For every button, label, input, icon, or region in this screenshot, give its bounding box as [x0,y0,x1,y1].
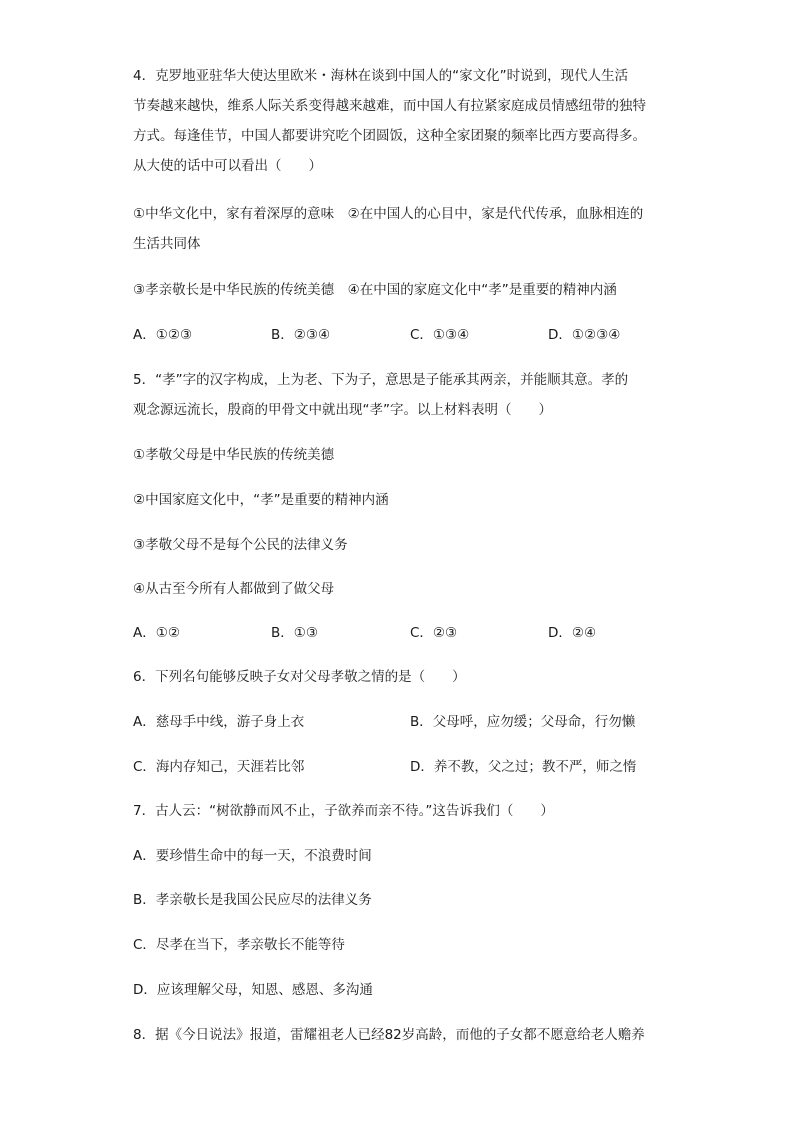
question-6-options-row-1 [133,707,673,737]
q6-stem: 6．下列名句能够反映子女对父母孝敬之情的是（ ） [133,669,466,685]
question-8-stem [133,1020,663,1050]
q4-statement-line-2: 生活共同体 [133,236,201,252]
q4-line-1: 4．克罗地亚驻华大使达里欧米・海林在谈到中国人的“家文化”时说到，现代人生活 [133,68,629,84]
q7-option-d[interactable]: D．应该理解父母，知恩、感恩、多沟通 [133,982,373,998]
q5-line-2: 观念源远流长，殷商的甲骨文中就出现“孝”字。以上材料表明（ ） [133,402,552,418]
question-5-statement-1 [133,440,663,470]
q5-statement-1: ①孝敬父母是中华民族的传统美德 [133,447,335,463]
question-4-statements-2 [133,275,663,305]
q6-option-b[interactable]: B．父母呼，应勿缓；父母命，行勿懒 [410,714,636,730]
q5-option-d[interactable]: D．②④ [548,625,597,641]
q6-option-d[interactable]: D．养不教，父之过；教不严，师之惰 [410,759,637,775]
q5-option-c[interactable]: C．②③ [410,625,458,641]
q5-line-1: 5．“孝”字的汉字构成，上为老、下为子，意思是子能承其两亲，并能顺其意。孝的 [133,372,629,388]
question-6-options-row-2 [133,752,673,782]
question-4-stem [133,61,663,181]
q4-option-b[interactable]: B．②③④ [271,327,331,343]
question-5-options [133,618,673,648]
question-5-statement-3 [133,530,663,560]
q4-option-d[interactable]: D．①②③④ [548,327,621,343]
question-6-stem [133,662,663,692]
q4-statement-line-1: ①中华文化中，家有着深厚的意味 ②在中国人的心目中，家是代代传承，血脉相连的 [133,206,644,222]
q8-stem-line-1: 8．据《今日说法》报道，雷耀祖老人已经82岁高龄，而他的子女都不愿意给老人赡养 [133,1027,645,1043]
q7-option-a[interactable]: A．要珍惜生命中的每一天，不浪费时间 [133,848,372,864]
q4-statement-line-3: ③孝亲敬长是中华民族的传统美德 ④在中国的家庭文化中“孝”是重要的精神内涵 [133,282,617,298]
q4-line-3: 方式。每逢佳节，中国人都要讲究吃个团圆饭，这种全家团聚的频率比西方要高得多。 [133,128,646,144]
q4-option-c[interactable]: C．①③④ [410,327,470,343]
question-5-statement-4 [133,574,663,604]
q6-option-c[interactable]: C．海内存知己，天涯若比邻 [133,759,305,775]
q4-option-a[interactable]: A．①②③ [133,327,193,343]
q5-option-a[interactable]: A．①② [133,625,180,641]
question-7-option-c-row [133,930,663,960]
question-5-stem [133,365,663,425]
q5-statement-2: ②中国家庭文化中，“孝”是重要的精神内涵 [133,492,389,508]
q4-line-2: 节奏越来越快，维系人际关系变得越来越难，而中国人有拉紧家庭成员情感纽带的独特 [133,98,646,114]
q7-option-b[interactable]: B．孝亲敬长是我国公民应尽的法律义务 [133,892,372,908]
question-7-stem [133,796,663,826]
question-7-option-a-row [133,841,663,871]
question-5-statement-2 [133,485,663,515]
q6-option-a[interactable]: A．慈母手中线，游子身上衣 [133,714,305,730]
question-7-option-d-row [133,975,663,1005]
question-4-options [133,320,673,350]
question-4-statements-1 [133,199,663,259]
q5-statement-3: ③孝敬父母不是每个公民的法律义务 [133,537,348,553]
question-7-option-b-row [133,885,663,915]
q7-option-c[interactable]: C．尽孝在当下，孝亲敬长不能等待 [133,937,345,953]
q7-stem: 7．古人云：“树欲静而风不止，子欲养而亲不待。”这告诉我们（ ） [133,803,554,819]
q5-option-b[interactable]: B．①③ [271,625,318,641]
q4-line-4: 从大使的话中可以看出（ ） [133,158,322,174]
q5-statement-4: ④从古至今所有人都做到了做父母 [133,581,335,597]
